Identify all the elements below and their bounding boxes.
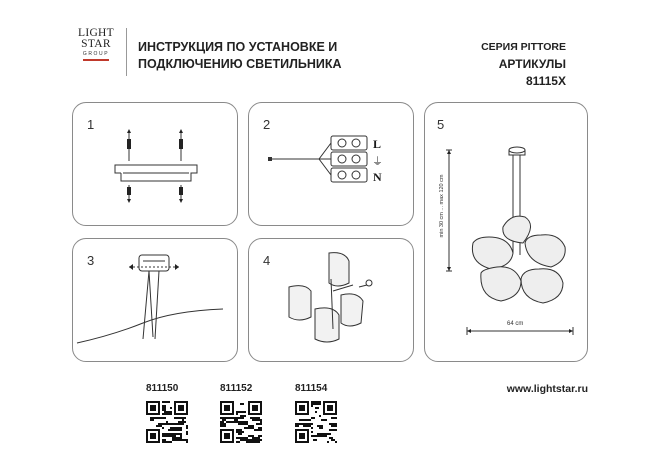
height-dimension-label: min 30 cm ... max 120 cm [439,174,445,238]
logo-accent-bar [83,59,109,61]
article-code: 811152 [220,383,253,394]
qr-code-811150[interactable] [146,401,188,443]
qr-code-811154[interactable] [295,401,337,443]
series-label: СЕРИЯ PITTORE [481,41,566,53]
header-divider [126,28,127,76]
brand-logo [74,28,118,80]
article-code: 811154 [295,383,328,394]
step-4-panel [248,238,414,362]
step-3-number: 3 [87,253,95,268]
article-code: 811150 [146,383,179,394]
terminal-label-n: N [373,170,382,184]
step-1-number: 1 [87,117,95,132]
terminal-label-ground: ⏚ [372,156,383,168]
bracket-illustration [73,103,239,227]
website-link[interactable]: www.lightstar.ru [506,383,588,395]
step-4-number: 4 [263,253,271,268]
step-1-panel [72,102,238,226]
articles-label: АРТИКУЛЫ 81115X [498,57,566,88]
logo-line3: GROUP [82,51,110,57]
step-5-number: 5 [437,117,445,132]
title-line1: ИНСТРУКЦИЯ ПО УСТАНОВКЕ И [138,40,338,54]
step-2-number: 2 [263,117,271,132]
document-title [138,39,342,73]
step-3-panel [72,238,238,362]
logo-line1: LIGHT [78,27,114,39]
assembly-illustration [249,239,415,363]
qr-code-811152[interactable] [220,401,262,443]
terminal-label-l: L [373,137,382,151]
title-line2: ПОДКЛЮЧЕНИЮ СВЕТИЛЬНИКА [138,57,342,71]
series-info [470,39,566,90]
wiring-illustration [249,103,415,227]
logo-line2: STAR [81,38,111,50]
hanging-illustration [73,239,239,363]
step-5-panel [424,102,588,362]
width-dimension-label: 64 cm [507,321,524,327]
step-2-panel [248,102,414,226]
